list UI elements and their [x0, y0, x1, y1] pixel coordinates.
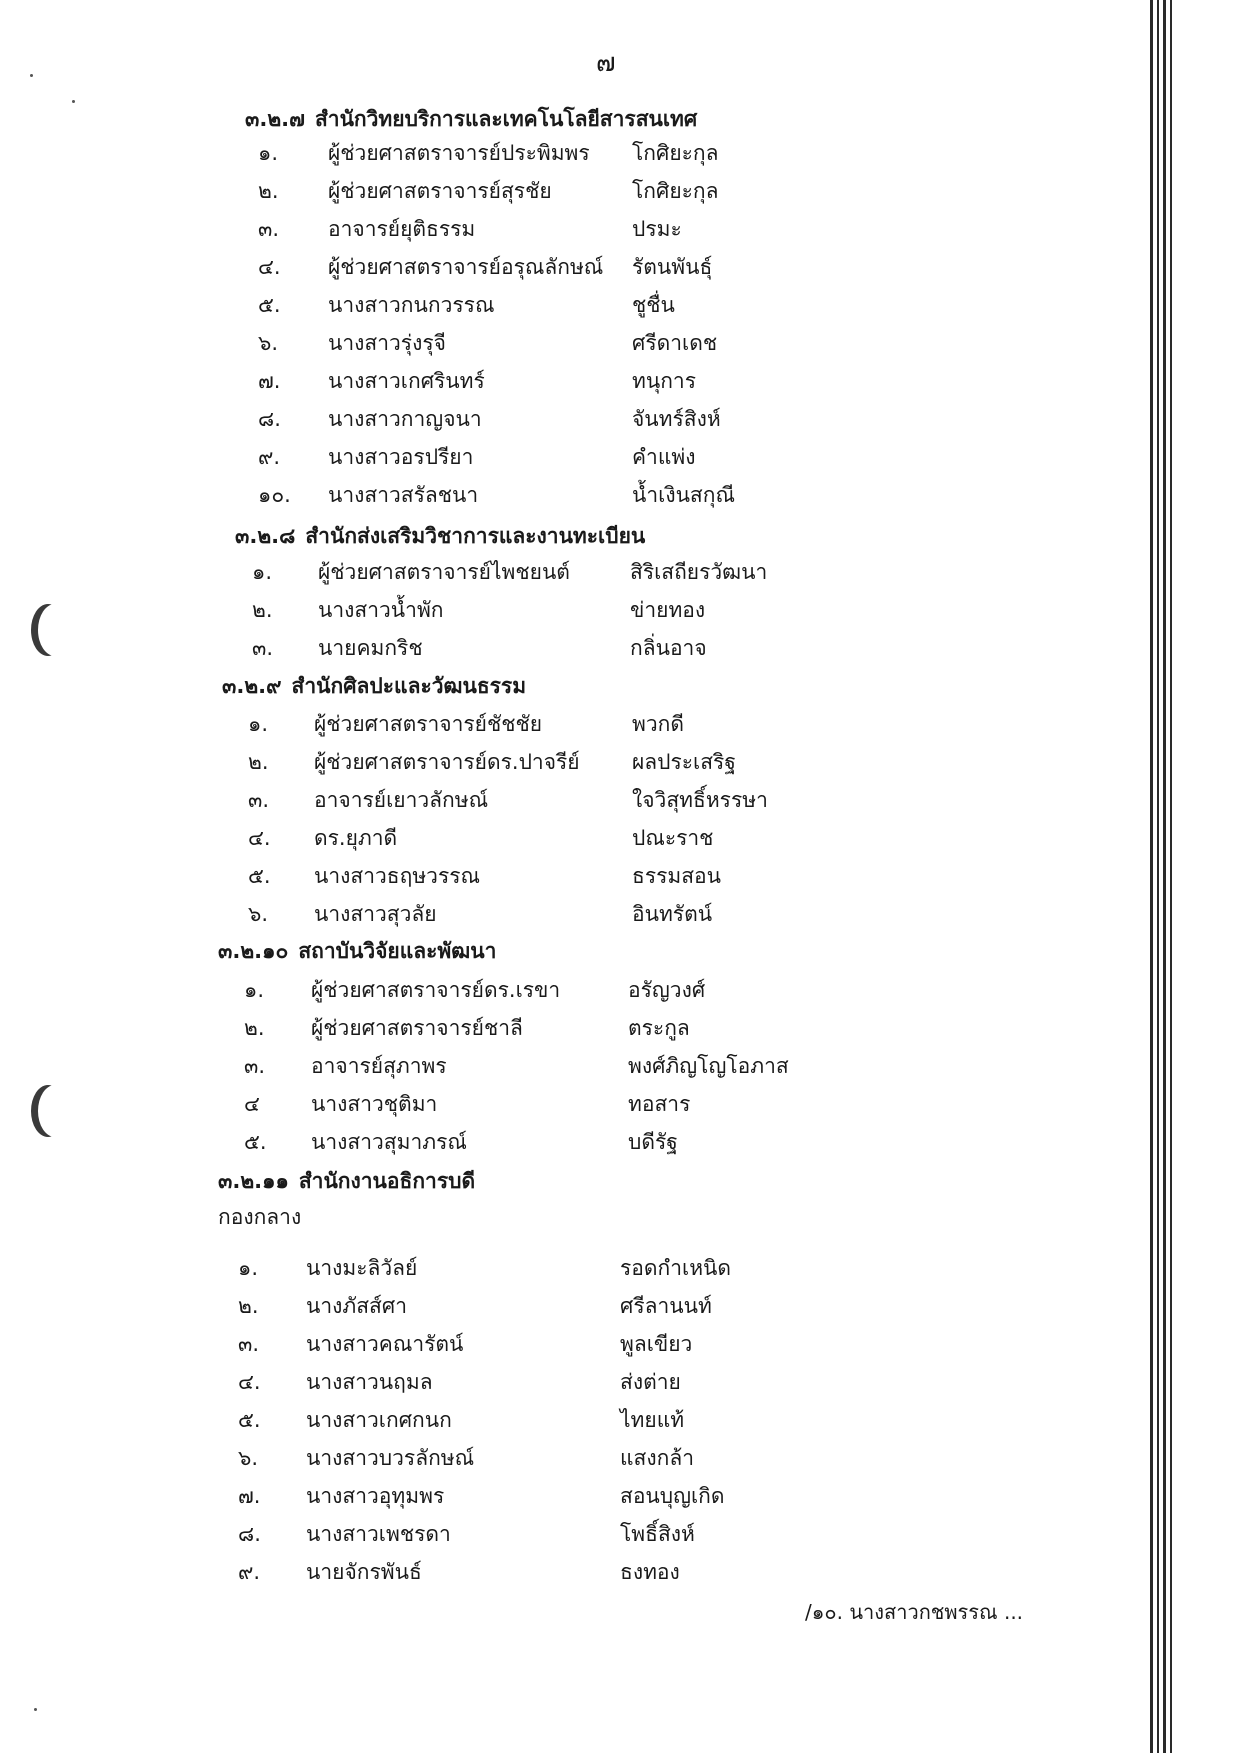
person-surname: โกศิยะกุล: [632, 141, 719, 165]
person-name: อาจารย์ยุติธรรม: [328, 217, 476, 241]
item-number: ๑.: [238, 1256, 259, 1280]
list-item: [244, 974, 868, 1008]
person-surname: บดีรัฐ: [628, 1130, 678, 1154]
scan-speck: [34, 1708, 37, 1711]
person-name: ผู้ช่วยศาสตราจารย์ไพชยนต์: [318, 560, 570, 584]
person-surname: ข่ายทอง: [630, 598, 706, 622]
item-number: ๙.: [258, 445, 281, 469]
list-item: [258, 175, 872, 209]
person-name: นางสาวกนกวรรณ: [328, 293, 495, 317]
continuation-note: /๑๐. นางสาวกชพรรณ ...: [805, 1600, 1024, 1624]
person-surname: รอดกำเหนิด: [620, 1256, 732, 1280]
person-name: ผู้ช่วยศาสตราจารย์ชัชชัย: [314, 712, 543, 736]
list-item: [238, 1328, 860, 1362]
item-number: ๔.: [258, 255, 281, 279]
person-surname: จันทร์สิงห์: [632, 407, 721, 431]
list-item: [248, 746, 872, 780]
person-name: นายจักรพันธ์: [306, 1560, 422, 1584]
person-surname: ศรีดาเดช: [632, 331, 718, 355]
person-name: นางสาวชุติมา: [311, 1092, 438, 1116]
section-heading: [222, 670, 526, 703]
person-surname: สอนบุญเกิด: [620, 1484, 725, 1508]
list-item: [258, 479, 872, 513]
list-item: [258, 213, 872, 247]
list-item: [252, 556, 870, 590]
item-number: ๗.: [238, 1484, 261, 1508]
list-item: [248, 708, 872, 742]
person-name: ดร.ยุภาดี: [314, 826, 398, 850]
section-title: สำนักศิลปะและวัฒนธรรม: [291, 674, 527, 698]
person-surname: แสงกล้า: [620, 1446, 694, 1470]
item-number: ๒.: [258, 179, 279, 203]
person-surname: ผลประเสริฐ: [632, 750, 736, 774]
person-surname: พงศ์ภิญโญโอภาส: [628, 1054, 789, 1078]
item-number: ๔.: [248, 826, 271, 850]
person-name: อาจารย์สุภาพร: [311, 1054, 447, 1078]
person-name: นางสาวอรปรียา: [328, 445, 474, 469]
person-surname: รัตนพันธุ์: [632, 255, 713, 279]
item-number: ๑.: [244, 978, 265, 1002]
person-name: ผู้ช่วยศาสตราจารย์ดร.ปาจรีย์: [314, 750, 580, 774]
item-number: ๑.: [252, 560, 273, 584]
person-surname: ปณะราช: [632, 826, 714, 850]
person-name: นางสาวเกศรินทร์: [328, 369, 485, 393]
item-number: ๓.: [252, 636, 274, 660]
person-name: ผู้ช่วยศาสตราจารย์ประพิมพร: [328, 141, 590, 165]
item-number: ๒.: [238, 1294, 259, 1318]
list-item: [238, 1442, 860, 1476]
person-name: นางสาวธฤษวรรณ: [314, 864, 481, 888]
list-item: [258, 365, 872, 399]
item-number: ๓.: [258, 217, 280, 241]
person-surname: โพธิ์สิงห์: [620, 1522, 695, 1546]
item-number: ๕.: [258, 293, 281, 317]
person-name: นางสาวเพชรดา: [306, 1522, 451, 1546]
person-name: นางภัสส์ศา: [306, 1294, 408, 1318]
item-number: ๙.: [238, 1560, 261, 1584]
section-code: ๓.๒.๙: [222, 674, 282, 698]
person-surname: สิริเสถียรวัฒนา: [630, 560, 768, 584]
item-number: ๒.: [244, 1016, 265, 1040]
person-surname: ศรีลานนท์: [620, 1294, 712, 1318]
person-surname: อรัญวงศ์: [628, 978, 706, 1002]
person-name: นางสาวนฤมล: [306, 1370, 433, 1394]
item-number: ๘.: [258, 407, 281, 431]
person-name: นางสาวเกศกนก: [306, 1408, 452, 1432]
item-number: ๖.: [258, 331, 279, 355]
item-number: ๒.: [248, 750, 269, 774]
punch-hole-upper: [38, 604, 72, 656]
list-item: [248, 898, 872, 932]
person-name: นางสาวสรัลชนา: [328, 483, 479, 507]
list-item: [252, 594, 870, 628]
list-item: [238, 1518, 860, 1552]
section-title: สำนักส่งเสริมวิชาการและงานทะเบียน: [305, 524, 646, 548]
person-surname: คำแพ่ง: [632, 445, 696, 469]
punch-hole-lower: [38, 1085, 72, 1137]
item-number: ๑.: [248, 712, 269, 736]
item-number: ๓.: [248, 788, 270, 812]
list-item: [248, 784, 872, 818]
list-item: [258, 403, 872, 437]
binding-edge: [1150, 0, 1178, 1753]
section-code: ๓.๒.๗: [245, 107, 305, 131]
scan-speck: [72, 100, 75, 103]
item-number: ๔: [244, 1092, 260, 1116]
person-surname: อินทรัตน์: [632, 902, 713, 926]
person-name: ผู้ช่วยศาสตราจารย์สุรชัย: [328, 179, 552, 203]
section-heading: [235, 520, 645, 553]
person-name: นางสาวบวรลักษณ์: [306, 1446, 475, 1470]
person-name: นางสาวสุมาภรณ์: [311, 1130, 467, 1154]
list-item: [252, 632, 870, 666]
list-item: [258, 441, 872, 475]
list-item: [258, 251, 872, 285]
person-name: ผู้ช่วยศาสตราจารย์อรุณลักษณ์: [328, 255, 604, 279]
item-number: ๖.: [238, 1446, 259, 1470]
person-name: ผู้ช่วยศาสตราจารย์ชาลี: [311, 1016, 523, 1040]
person-surname: ใจวิสุทธิ์หรรษา: [632, 788, 768, 812]
section-title: สำนักวิทยบริการและเทคโนโลยีสารสนเทศ: [314, 107, 698, 131]
person-name: นางสาวกาญจนา: [328, 407, 482, 431]
person-name: นางสาวน้ำพัก: [318, 598, 444, 622]
item-number: ๕.: [248, 864, 271, 888]
section-code: ๓.๒.๑๑: [218, 1169, 289, 1193]
section-heading: [218, 935, 496, 968]
person-surname: ตระกูล: [628, 1016, 690, 1040]
list-item: [248, 822, 872, 856]
section-heading: [218, 1165, 475, 1198]
list-item: [238, 1404, 860, 1438]
person-name: นางสาวรุ่งรุจี: [328, 331, 446, 355]
item-number: ๓.: [244, 1054, 266, 1078]
item-number: ๕.: [238, 1408, 261, 1432]
person-surname: โกศิยะกุล: [632, 179, 719, 203]
scan-speck: [30, 74, 33, 77]
person-name: นางสาวคณารัตน์: [306, 1332, 464, 1356]
person-surname: ปรมะ: [632, 217, 682, 241]
list-item: [258, 137, 872, 171]
person-surname: ส่งต่าย: [620, 1370, 681, 1394]
person-surname: ชูชื่น: [632, 293, 675, 317]
person-surname: ทนุการ: [632, 369, 696, 393]
item-number: ๒.: [252, 598, 273, 622]
person-surname: ธรรมสอน: [632, 864, 722, 888]
item-number: ๕.: [244, 1130, 267, 1154]
person-name: นางสาวสุวลัย: [314, 902, 437, 926]
list-item: [258, 327, 872, 361]
item-number: ๖.: [248, 902, 269, 926]
person-surname: น้ำเงินสกุณี: [632, 483, 735, 507]
list-item: [244, 1012, 868, 1046]
list-item: [238, 1556, 860, 1590]
list-item: [244, 1050, 868, 1084]
item-number: ๑๐.: [258, 483, 291, 507]
list-item: [238, 1252, 860, 1286]
list-item: [244, 1088, 868, 1122]
section-title: สำนักงานอธิการบดี: [298, 1169, 476, 1193]
list-item: [238, 1366, 860, 1400]
person-surname: พวกดี: [632, 712, 684, 736]
section-code: ๓.๒.๘: [235, 524, 296, 548]
person-surname: กลิ่นอาจ: [630, 636, 707, 660]
person-name: นางสาวอุทุมพร: [306, 1484, 445, 1508]
section-heading: [245, 103, 697, 136]
section-title: สถาบันวิจัยและพัฒนา: [298, 939, 497, 963]
page-number: ๗: [596, 48, 617, 78]
person-name: ผู้ช่วยศาสตราจารย์ดร.เรขา: [311, 978, 561, 1002]
person-name: อาจารย์เยาวลักษณ์: [314, 788, 489, 812]
person-surname: ธงทอง: [620, 1560, 680, 1584]
person-name: นางมะลิวัลย์: [306, 1256, 418, 1280]
person-name: นายคมกริช: [318, 636, 423, 660]
list-item: [248, 860, 872, 894]
person-surname: ไทยแท้: [620, 1408, 685, 1432]
item-number: ๔.: [238, 1370, 261, 1394]
list-item: [258, 289, 872, 323]
list-item: [238, 1480, 860, 1514]
sub-heading: กองกลาง: [218, 1205, 302, 1229]
item-number: ๓.: [238, 1332, 260, 1356]
person-surname: พูลเขียว: [620, 1332, 693, 1356]
item-number: ๑.: [258, 141, 279, 165]
person-surname: ทอสาร: [628, 1092, 691, 1116]
list-item: [244, 1126, 868, 1160]
item-number: ๗.: [258, 369, 281, 393]
item-number: ๘.: [238, 1522, 261, 1546]
list-item: [238, 1290, 860, 1324]
section-code: ๓.๒.๑๐: [218, 939, 289, 963]
